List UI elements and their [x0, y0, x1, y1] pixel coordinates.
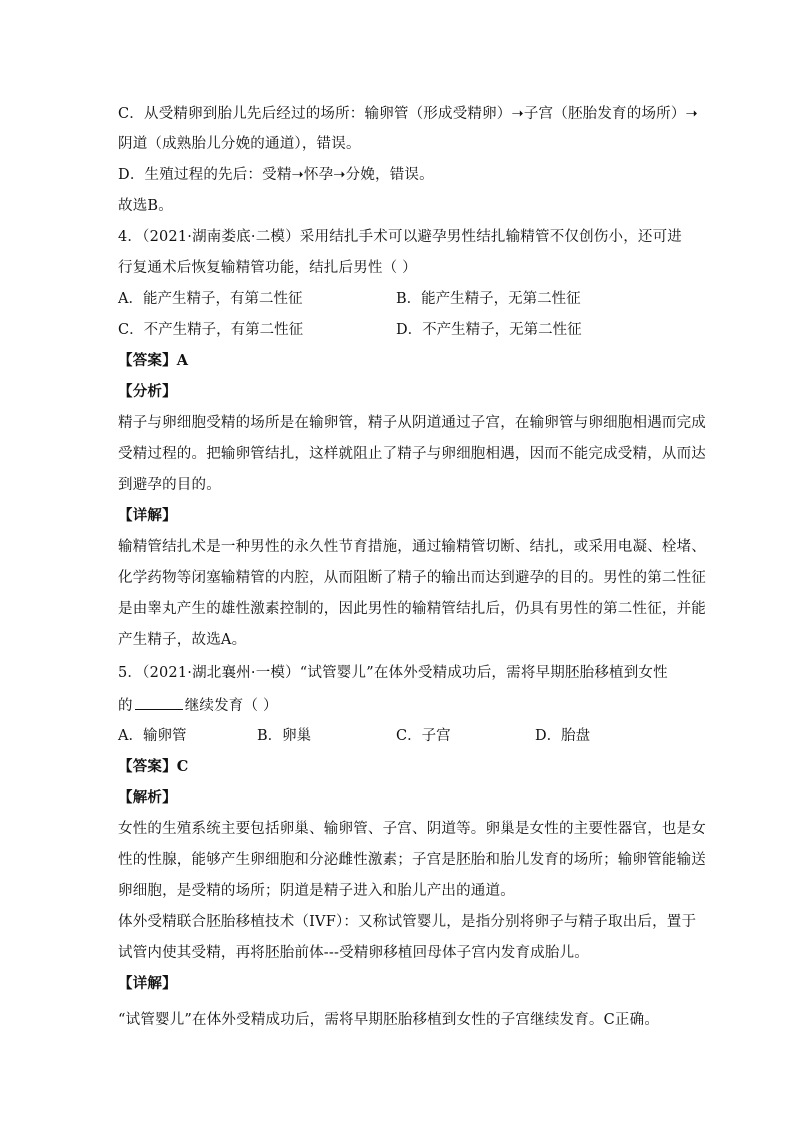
text-line: 化学药物等闭塞输精管的内腔，从而阻断了精子的输出而达到避孕的目的。男性的第二性征: [118, 570, 706, 586]
text-line: 产生精子，故选A。: [118, 632, 247, 648]
text-line: 到避孕的目的。: [118, 477, 221, 493]
text-line: 阴道（成熟胎儿分娩的通道），错误。: [118, 136, 361, 152]
option-d: D．胎盘: [535, 728, 591, 744]
text-line: 性的性腺，能够产生卵细胞和分泌雌性激素；子宫是胚胎和胎儿发育的场所；输卵管能输送: [118, 852, 706, 868]
option-a: A．能产生精子，有第二性征: [118, 291, 303, 307]
analysis-heading: 【分析】: [118, 383, 177, 400]
text-line: 精子与卵细胞受精的场所是在输卵管，精子从阴道通过子宫，在输卵管与卵细胞相遇而完成: [118, 415, 706, 431]
text-segment: 的: [118, 698, 133, 714]
option-b: B．卵巢: [257, 728, 312, 744]
question-5-stem-cont: [118, 695, 278, 716]
analysis-heading: 【解析】: [118, 789, 177, 806]
text-line: 输精管结扎术是一种男性的永久性节育措施，通过输精管切断、结扎，或采用电凝、栓堵、: [118, 539, 706, 555]
fill-blank: [135, 695, 183, 710]
text-line: 是由睾丸产生的雄性激素控制的，因此男性的输精管结扎后，仍具有男性的第二性征，并能: [118, 601, 706, 617]
option-c: C．不产生精子，有第二性征: [118, 322, 304, 338]
text-segment: 继续发育（ ）: [184, 698, 278, 714]
text-line: “试管婴儿”在体外受精成功后，需将早期胚胎移植到女性的子宫继续发育。C正确。: [118, 1012, 660, 1028]
text-line: 试管内使其受精，再将胚胎前体---受精卵移植回母体子宫内发育成胎儿。: [118, 945, 589, 961]
option-b: B．能产生精子，无第二性征: [396, 291, 581, 307]
question-4-stem-cont: 行复通术后恢复输精管功能，结扎后男性（ ）: [118, 260, 417, 276]
text-line: D．生殖过程的先后：受精➝怀孕➝分娩，错误。: [118, 167, 434, 183]
option-a: A．输卵管: [118, 728, 187, 744]
detail-heading: 【详解】: [118, 507, 177, 524]
text-line: 受精过程的。把输卵管结扎，这样就阻止了精子与卵细胞相遇，因而不能完成受精，从而达: [118, 446, 706, 462]
text-line: 卵细胞，是受精的场所；阴道是精子进入和胎儿产出的通道。: [118, 883, 515, 899]
option-c: C．子宫: [396, 728, 451, 744]
text-line: 体外受精联合胚胎移植技术（IVF）：又称试管婴儿，是指分别将卵子与精子取出后，置于: [118, 914, 697, 930]
detail-heading: 【详解】: [118, 975, 177, 992]
option-d: D．不产生精子，无第二性征: [396, 322, 582, 338]
answer-heading: 【答案】C: [118, 758, 189, 775]
text-line: C．从受精卵到胎儿先后经过的场所：输卵管（形成受精卵）➝子宫（胚胎发育的场所）➝: [118, 106, 698, 122]
text-line: 女性的生殖系统主要包括卵巢、输卵管、子宫、阴道等。卵巢是女性的主要性器官，也是女: [118, 821, 706, 837]
text-line: 故选B。: [118, 198, 173, 214]
question-5-stem: 5．（2021·湖北襄州·一模）“试管婴儿”在体外受精成功后，需将早期胚胎移植到女性: [118, 665, 668, 681]
answer-heading: 【答案】A: [118, 352, 189, 369]
question-4-stem: 4．（2021·湖南娄底·二模）采用结扎手术可以避孕男性结扎输精管不仅创伤小，还可进: [118, 229, 682, 245]
